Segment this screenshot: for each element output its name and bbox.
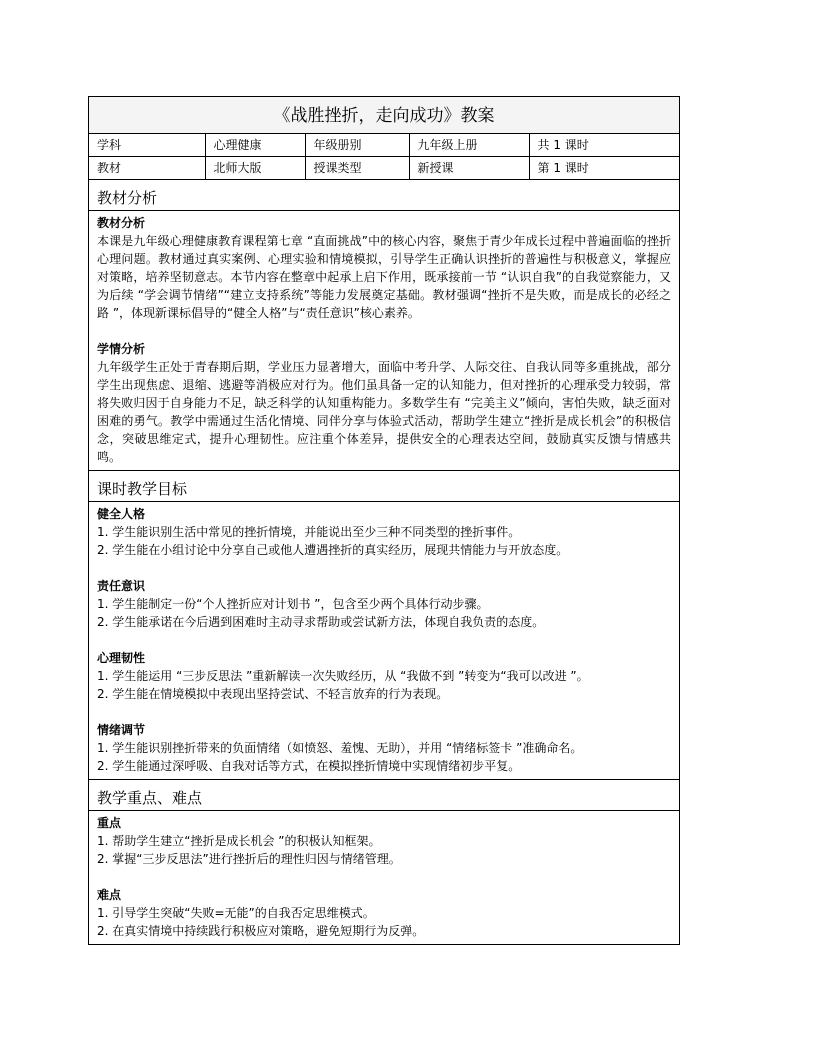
meta-cell-textbook-value: 北师大版 xyxy=(205,157,305,180)
objective-item: 1. 学生能制定一份“个人挫折应对计划书 ”，包含至少两个具体行动步骤。 xyxy=(97,597,489,611)
meta-cell-grade-value: 九年级上册 xyxy=(409,134,529,157)
section-heading-objectives: 课时教学目标 xyxy=(89,471,679,502)
meta-cell-subject-value: 心理健康 xyxy=(205,134,305,157)
objective-item: 1. 学生能识别挫折带来的负面情绪（如愤怒、羞愧、无助），并用 “情绪标签卡 ”准确命名。 xyxy=(97,741,583,755)
key-point-item: 2. 掌握“三步反思法”进行挫折后的理性归因与情绪管理。 xyxy=(97,852,401,866)
meta-cell-grade-label: 年级册别 xyxy=(305,134,409,157)
difficulty-item: 1. 引导学生突破“失败=无能”的自我否定思维模式。 xyxy=(97,906,375,920)
paragraph-student-analysis: 九年级学生正处于青春期后期，学业压力显著增大，面临中考升学、人际交往、自我认同等多重挑战，部分学生出现焦虑、退缩、逃避等消极应对行为。他们虽具备一定的认知能力，但对挫折的心理承受力较弱，常将失败归因于自身能力不足，缺乏科学的认知重构能力。多数学生有 “完美主义”倾向，害怕失败，缺乏面对困难的勇气。教学中需通过生活化情境、同伴分享与体验式活动，帮助学生建立“挫折是成长机会”的积极信念，突破思维定式，提升心理韧性。应注重个体差异，提供安全的心理表达空间，鼓励真实反馈与情感共鸣。 xyxy=(97,360,671,464)
key-point-item: 1. 帮助学生建立“挫折是成长机会 ”的积极认知框架。 xyxy=(97,834,381,848)
section-body-key-points xyxy=(89,811,679,944)
meta-table xyxy=(89,134,679,180)
objective-group-title: 责任意识 xyxy=(97,579,146,593)
meta-row xyxy=(89,134,679,157)
section-body-textbook-analysis xyxy=(89,211,679,471)
objective-group-title: 健全人格 xyxy=(97,507,146,521)
meta-cell-total-hours: 共 1 课时 xyxy=(529,134,679,157)
section-heading-key-points: 教学重点、难点 xyxy=(89,780,679,811)
objective-item: 1. 学生能运用 “三步反思法 ”重新解读一次失败经历，从 “我做不到 ”转变为“我可以改进 ”。 xyxy=(97,669,589,683)
paragraph-textbook-analysis: 本课是九年级心理健康教育课程第七章 “直面挑战”中的核心内容，聚焦于青少年成长过程中普遍面临的挫折心理问题。教材通过真实案例、心理实验和情境模拟，引导学生正确认识挫折的普遍性与积极意义，掌握应对策略，培养坚韧意志。本节内容在整章中起承上启下作用，既承接前一节 “认识自我”的自我觉察能力，又为后续 “学会调节情绪”“建立支持系统”等能力发展奠定基础。教材强调“挫折不是失败，而是成长的必经之路 ”，体现新课标倡导的“健全人格”与“责任意识”核心素养。 xyxy=(97,234,671,320)
difficulty-group-title: 难点 xyxy=(97,888,122,902)
document-title: 《战胜挫折，走向成功》教案 xyxy=(89,97,679,134)
subheading-textbook-analysis: 教材分析 xyxy=(97,216,146,230)
meta-cell-lesson-type-label: 授课类型 xyxy=(305,157,409,180)
objective-item: 2. 学生能承诺在今后遇到困难时主动寻求帮助或尝试新方法，体现自我负责的态度。 xyxy=(97,615,545,629)
key-point-group-title: 重点 xyxy=(97,816,122,830)
lesson-plan-document xyxy=(88,96,680,945)
meta-cell-current-hour: 第 1 课时 xyxy=(529,157,679,180)
objective-item: 2. 学生能在小组讨论中分享自己或他人遭遇挫折的真实经历，展现共情能力与开放态度。 xyxy=(97,543,569,557)
difficulty-item: 2. 在真实情境中持续践行积极应对策略，避免短期行为反弹。 xyxy=(97,924,425,938)
meta-cell-subject-label: 学科 xyxy=(89,134,205,157)
objective-item: 2. 学生能在情境模拟中表现出坚持尝试、不轻言放弃的行为表现。 xyxy=(97,687,449,701)
objective-group-title: 心理韧性 xyxy=(97,651,146,665)
objective-group-title: 情绪调节 xyxy=(97,723,146,737)
objective-item: 1. 学生能识别生活中常见的挫折情境，并能说出至少三种不同类型的挫折事件。 xyxy=(97,525,521,539)
subheading-student-analysis: 学情分析 xyxy=(97,342,146,356)
section-heading-textbook-analysis: 教材分析 xyxy=(89,180,679,211)
meta-row xyxy=(89,157,679,180)
meta-cell-textbook-label: 教材 xyxy=(89,157,205,180)
meta-cell-lesson-type-value: 新授课 xyxy=(409,157,529,180)
objective-item: 2. 学生能通过深呼吸、自我对话等方式，在模拟挫折情境中实现情绪初步平复。 xyxy=(97,759,521,773)
section-body-objectives xyxy=(89,502,679,780)
